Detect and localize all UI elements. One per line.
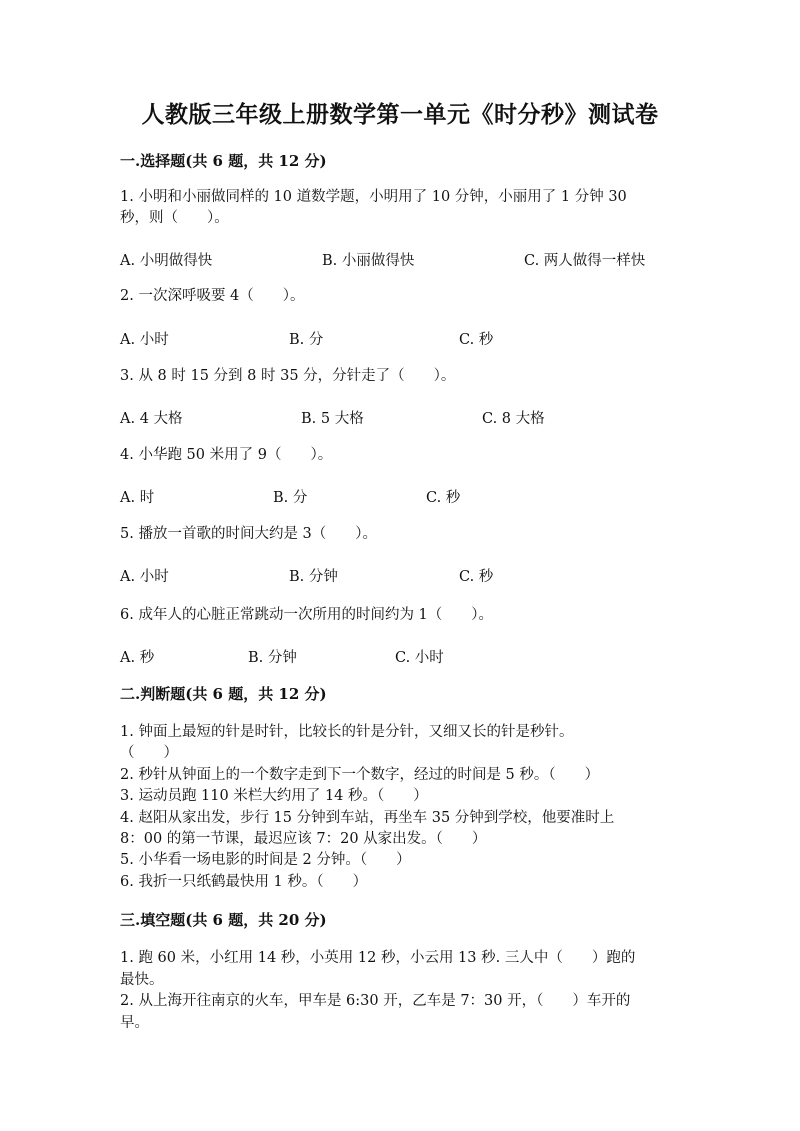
question-4-option-c: C. 秒: [426, 490, 461, 506]
question-1-option-b: B. 小丽做得快: [322, 253, 415, 269]
question-4-option-a: A. 时: [120, 490, 155, 506]
question-3-option-c: C. 8 大格: [482, 411, 545, 427]
judgement-line: （ ）: [120, 745, 178, 761]
section-heading-judgement: 二.判断题(共 6 题，共 12 分): [120, 685, 327, 703]
question-1-option-a: A. 小明做得快: [120, 253, 213, 269]
question-4-option-b: B. 分: [273, 490, 308, 506]
question-5-line-1: 5. 播放一首歌的时间大约是 3（ ）。: [120, 526, 378, 542]
question-2-option-c: C. 秒: [459, 332, 494, 348]
judgement-line: 4. 赵阳从家出发，步行 15 分钟到车站，再坐车 35 分钟到学校，他要准时上: [120, 810, 615, 826]
fill-blank-line: 最快。: [120, 972, 164, 988]
judgement-line: 1. 钟面上最短的针是时针，比较长的针是分针，又细又长的针是秒针。: [120, 724, 574, 740]
judgement-line: 6. 我折一只纸鹤最快用 1 秒。（ ）: [120, 874, 368, 890]
fill-blank-line: 1. 跑 60 米，小红用 14 秒，小英用 12 秒，小云用 13 秒. 三人中（ ）跑的: [120, 950, 636, 966]
judgement-line: 5. 小华看一场电影的时间是 2 分钟。（ ）: [120, 852, 411, 868]
question-5-option-c: C. 秒: [459, 569, 494, 585]
question-5-option-a: A. 小时: [120, 569, 169, 585]
page-title: 人教版三年级上册数学第一单元《时分秒》测试卷: [141, 101, 659, 128]
question-2-option-a: A. 小时: [120, 332, 169, 348]
question-3-line-1: 3. 从 8 时 15 分到 8 时 35 分，分针走了（ ）。: [120, 368, 456, 384]
question-3-option-a: A. 4 大格: [120, 411, 183, 427]
judgement-line: 3. 运动员跑 110 米栏大约用了 14 秒。（ ）: [120, 788, 428, 804]
question-1-line-1: 1. 小明和小丽做同样的 10 道数学题，小明用了 10 分钟，小丽用了 1 分钟 30: [120, 189, 627, 205]
question-6-option-c: C. 小时: [395, 650, 444, 666]
question-6-option-b: B. 分钟: [248, 650, 297, 666]
question-3-option-b: B. 5 大格: [301, 411, 364, 427]
question-4-line-1: 4. 小华跑 50 米用了 9（ ）。: [120, 447, 333, 463]
fill-blank-line: 早。: [120, 1015, 149, 1031]
question-1-line-2: 秒，则（ ）。: [120, 210, 229, 226]
question-2-line-1: 2. 一次深呼吸要 4（ ）。: [120, 288, 305, 304]
judgement-line: 2. 秒针从钟面上的一个数字走到下一个数字，经过的时间是 5 秒。（ ）: [120, 767, 600, 783]
question-1-option-c: C. 两人做得一样快: [524, 253, 646, 269]
judgement-line: 8：00 的第一节课，最迟应该 7：20 从家出发。（ ）: [120, 831, 487, 847]
fill-blank-line: 2. 从上海开往南京的火车，甲车是 6:30 开，乙车是 7：30 开，（ ）车开的: [120, 993, 631, 1009]
question-6-option-a: A. 秒: [120, 650, 155, 666]
section-heading-fill-blank: 三.填空题(共 6 题，共 20 分): [120, 911, 327, 929]
question-5-option-b: B. 分钟: [289, 569, 338, 585]
section-heading-choice: 一.选择题(共 6 题，共 12 分): [120, 152, 327, 170]
question-6-line-1: 6. 成年人的心脏正常跳动一次所用的时间约为 1（ ）。: [120, 607, 494, 623]
question-2-option-b: B. 分: [289, 332, 324, 348]
